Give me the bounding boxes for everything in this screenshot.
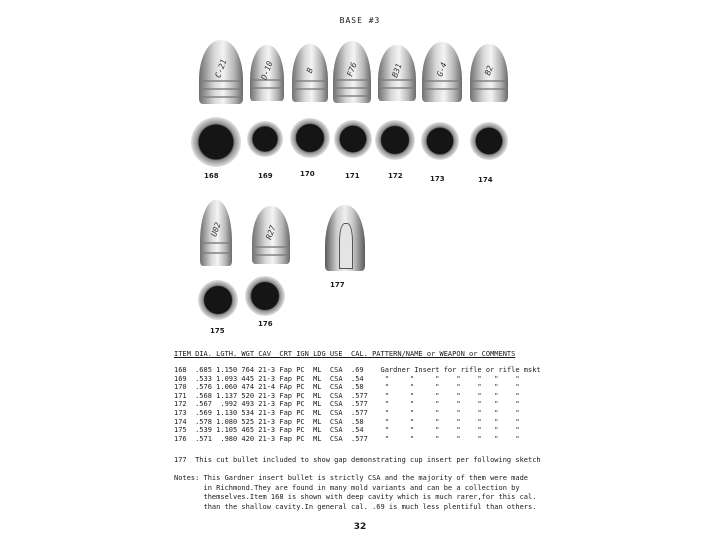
page-number: 32: [353, 522, 367, 532]
table-row: 172 .567 .992 493 21-3 Fap PC ML CSA .577 " " " " " " ": [174, 400, 520, 409]
bullet-base-170: [290, 118, 330, 158]
bullet-base-168: [191, 117, 241, 167]
bullet-base-169: [247, 121, 283, 157]
table-row: 171 .568 1.137 520 21-3 Fap PC ML CSA .577 " " " " " " ": [174, 391, 520, 400]
table-row: 170 .576 1.060 474 21-4 FAp PC ML CSA .58 " " " " " " ": [174, 383, 520, 392]
item-label-174: 174: [478, 176, 493, 184]
cup-insert-cutaway: [339, 223, 353, 269]
table-row: 169 .533 1.093 445 21-3 Fap PC ML CSA .54 " " " " " " ": [174, 374, 520, 383]
table-row: 176 .571 .980 420 21-3 Fap PC ML CSA .577 " " " " " " ": [174, 434, 520, 443]
item-label-171: 171: [345, 172, 360, 180]
specification-table: [174, 350, 541, 443]
item-label-176: 176: [258, 320, 273, 328]
item-label-177: 177: [330, 281, 345, 289]
table-row: 175 .539 1.105 465 21-3 Fap PC ML CSA .54 " " " " " " ": [174, 426, 520, 435]
table-row: 174 .578 1.080 525 21-3 Fap PC ML CSA .58 " " " " " " ": [174, 417, 520, 426]
bullet-base-171: [334, 120, 372, 158]
item-label-175: 175: [210, 327, 225, 335]
table-row: 168 .685 1.150 764 21-3 Fap PC ML CSA .69 Gardner Insert for rifle or rifle mskt: [174, 366, 541, 374]
bullet-base-175: [198, 280, 238, 320]
item-label-173: 173: [430, 175, 445, 183]
bullet-base-172: [375, 120, 415, 160]
bullet-base-174: [470, 122, 508, 160]
table-header: ITEM DIA. LGTH. WGT CAV CRT IGN LDG USE CAL. PATTERN/NAME or WEAPON or COMMENTS: [174, 350, 516, 358]
item-177-note: 177 This cut bullet included to show gap demonstrating cup insert per following sketch: [174, 456, 541, 464]
item-label-170: 170: [300, 170, 315, 178]
page-title: BASE #3: [339, 16, 381, 25]
notes-paragraph: Notes: This Gardner insert bullet is strictly CSA and the majority of them were made in Richmond.They are found in many mold variants and can be a collection by themselves.Item 168 is shown with deep cavity which is much rarer,for this cal. than the shallow cavity.In general cal. .69 is much less plentiful than others.: [174, 474, 537, 511]
bullet-base-173: [421, 122, 459, 160]
item-label-168: 168: [204, 172, 219, 180]
item-label-169: 169: [258, 172, 273, 180]
bullet-base-176: [245, 276, 285, 316]
item-label-172: 172: [388, 172, 403, 180]
table-row: 173 .569 1.130 534 21-3 Fap PC ML CSA .577 " " " " " " ": [174, 408, 520, 417]
